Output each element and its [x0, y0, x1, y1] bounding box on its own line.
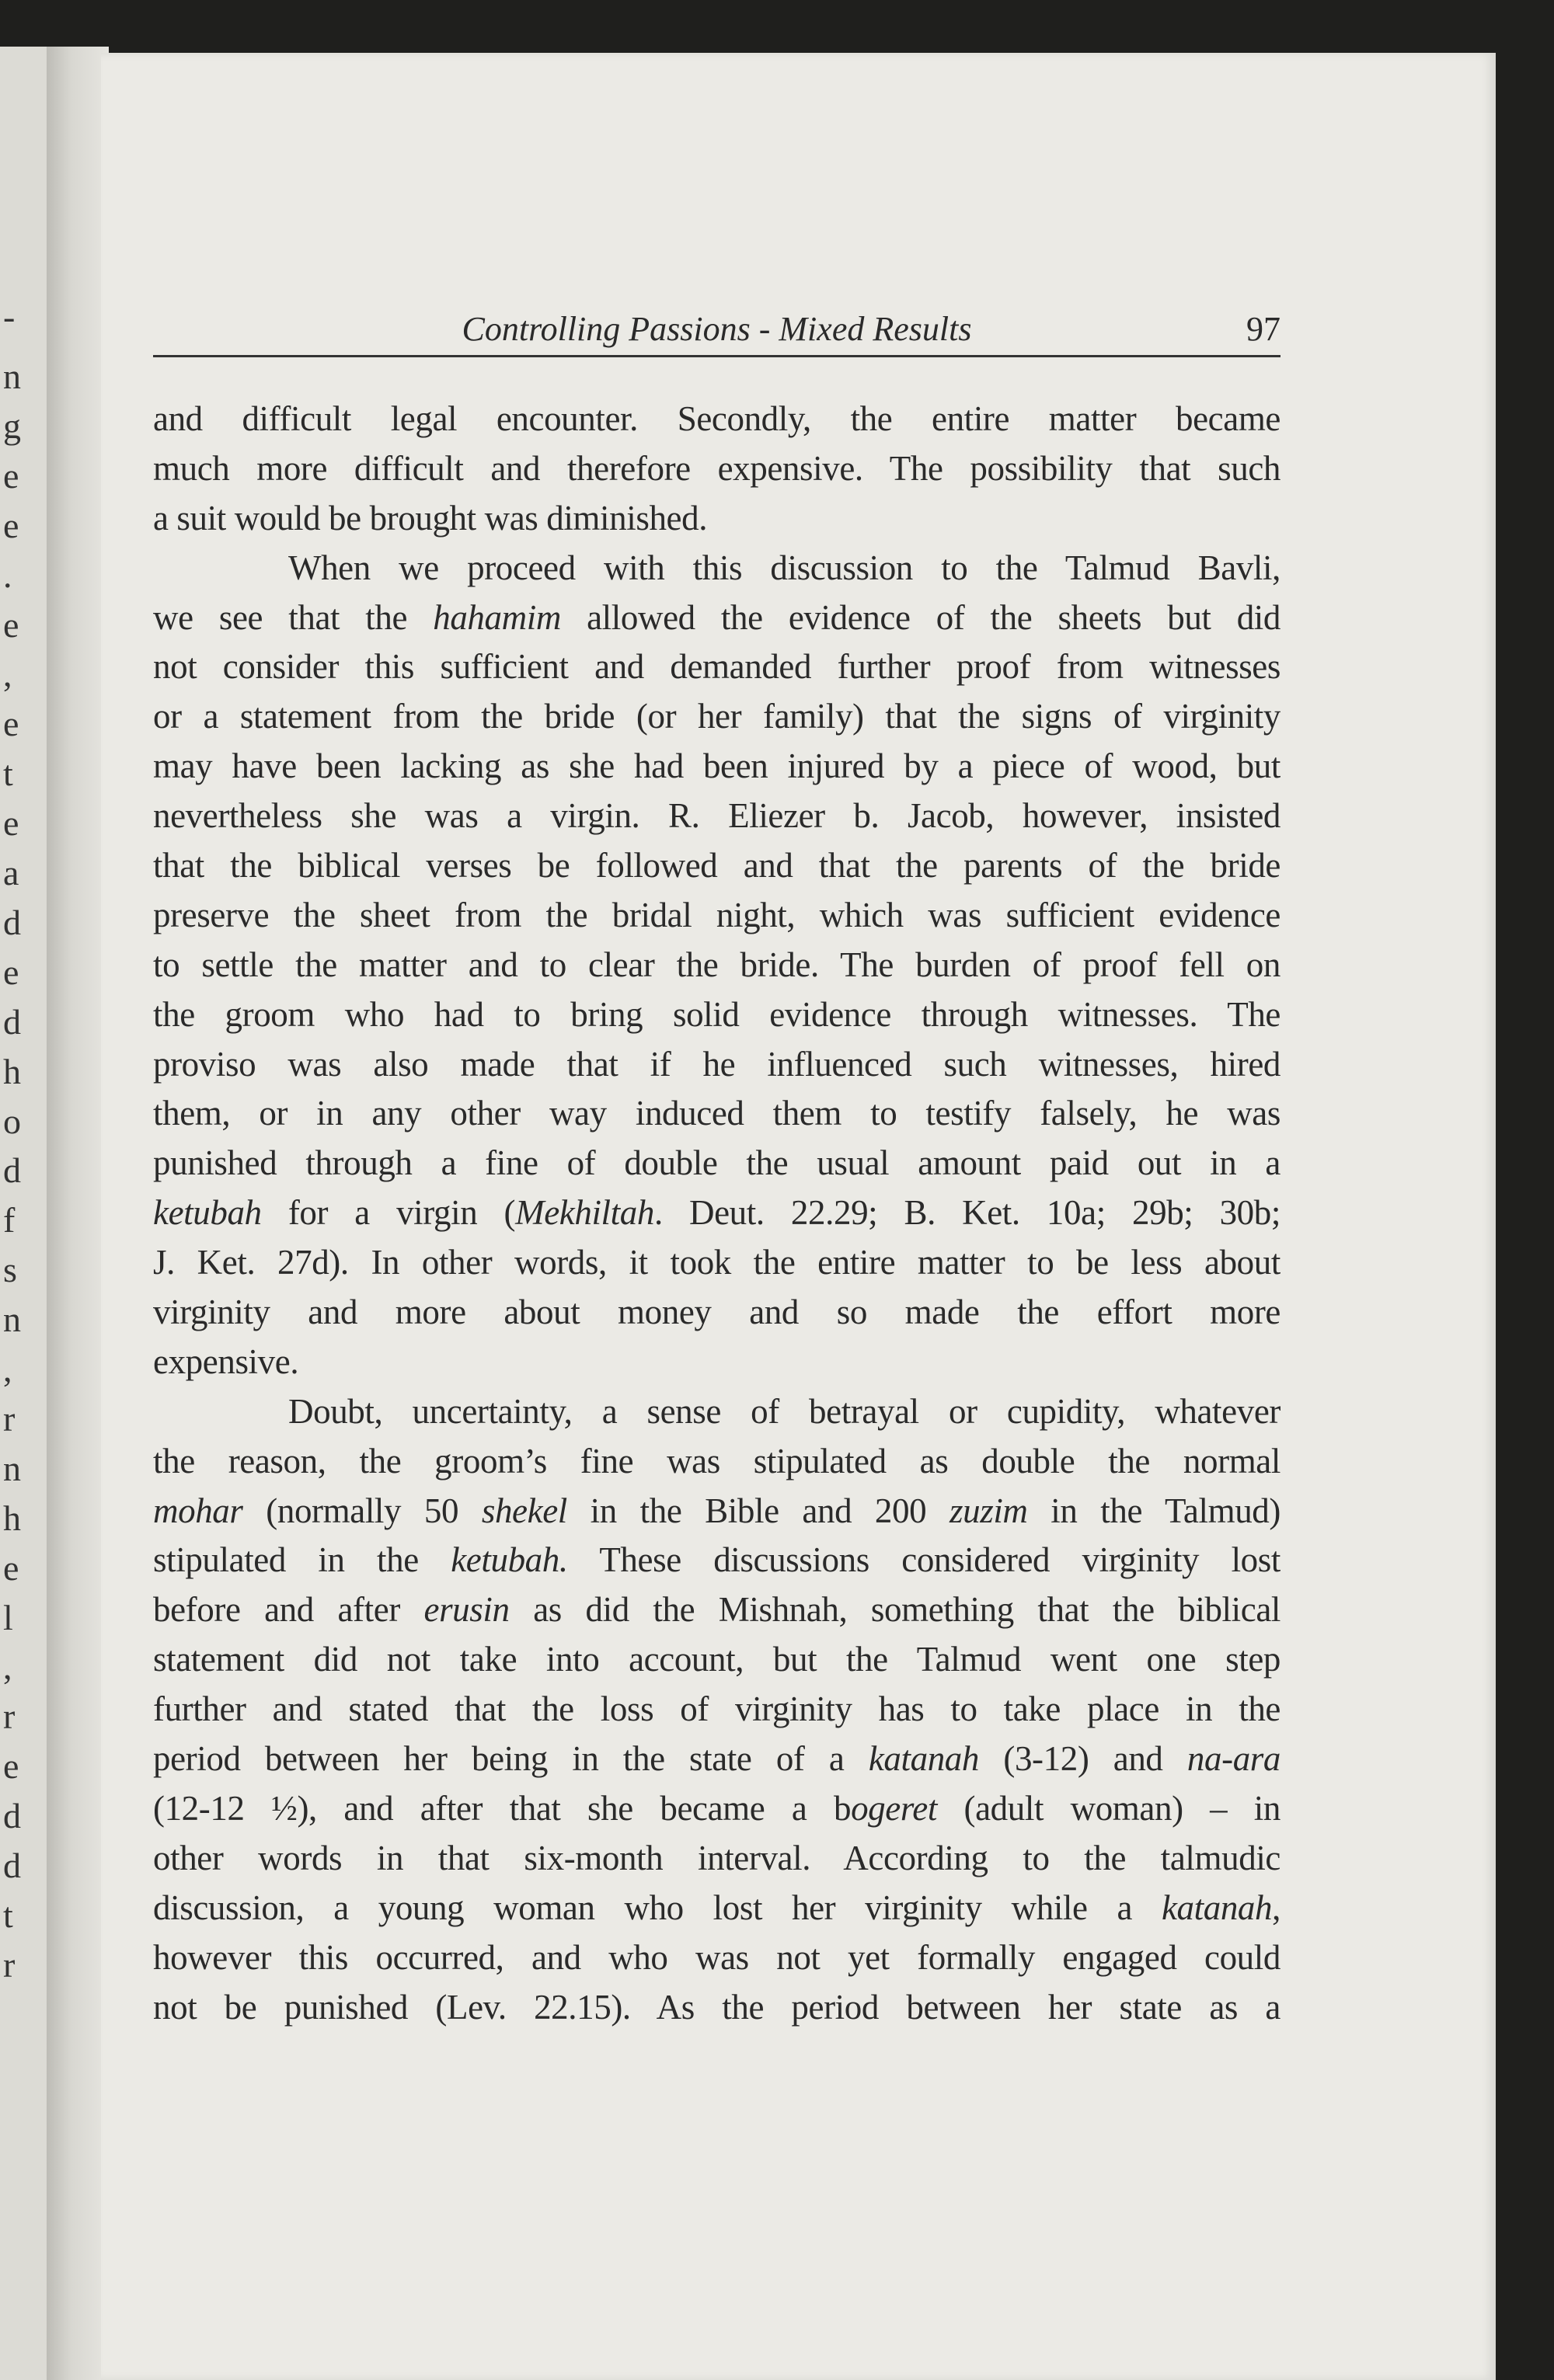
text-line	[153, 593, 1280, 643]
text-line	[153, 1784, 1280, 1834]
running-header	[153, 309, 1280, 356]
previous-page-letter: -	[3, 297, 16, 336]
text-run: discussion, a young woman who lost her virginity while a	[153, 1888, 1162, 1927]
text-run: (12-12 ½), and after that she became a b	[153, 1788, 852, 1828]
text-line	[153, 1387, 1280, 1437]
book-page	[101, 53, 1496, 2380]
previous-page-letter: l	[3, 1597, 13, 1637]
page-number: 97	[1246, 310, 1280, 348]
text-line	[153, 692, 1280, 742]
text-run: preserve the sheet from the bridal night, which was sufficient evidence	[153, 895, 1280, 934]
text-run: other words in that six-month interval. According to the talmudic	[153, 1838, 1280, 1877]
text-run: and difficult legal encounter. Secondly, the entire matter became	[153, 399, 1280, 438]
previous-page-letter: n	[3, 1300, 21, 1340]
text-run: When we proceed with this discussion to the Talmud Bavli,	[288, 548, 1280, 587]
text-run: allowed the evidence of the sheets but did	[560, 597, 1280, 637]
previous-page-letter: e	[3, 952, 19, 992]
text-line	[153, 1040, 1280, 1090]
previous-page-letter: h	[3, 1498, 21, 1538]
text-run: in the Bible and 200	[566, 1491, 949, 1530]
text-run: before and after	[153, 1590, 424, 1630]
text-line	[153, 1288, 1280, 1338]
text-line	[153, 792, 1280, 841]
previous-page-letter: r	[3, 1944, 16, 1985]
previous-page-letter: t	[3, 1895, 13, 1935]
paragraph	[153, 395, 1280, 544]
text-line	[153, 1139, 1280, 1188]
text-line	[153, 1685, 1280, 1735]
previous-page-letter: e	[3, 704, 19, 744]
text-run: them, or in any other way induced them to testify falsely, he was	[153, 1094, 1280, 1133]
italic-term: shekel	[481, 1491, 567, 1530]
text-line	[153, 1536, 1280, 1585]
text-line	[153, 1884, 1280, 1933]
text-run: proviso was also made that if he influenced such witnesses, hired	[153, 1044, 1280, 1084]
text-line	[153, 891, 1280, 941]
text-run: we see that the	[153, 597, 434, 637]
text-run: . Deut. 22.29; B. Ket. 10a; 29b; 30b;	[653, 1193, 1280, 1233]
previous-page-letter: t	[3, 753, 13, 794]
text-run: further and stated that the loss of virginity has to take place in the	[153, 1689, 1280, 1729]
text-run: however this occurred, and who was not yet formally engaged could	[153, 1937, 1280, 1977]
text-run: a suit would be brought was diminished.	[153, 498, 708, 538]
paragraph	[153, 544, 1280, 1387]
text-run: ,	[1272, 1888, 1280, 1927]
previous-page-letter: d	[3, 1150, 21, 1191]
italic-term: ogeret	[851, 1788, 937, 1828]
previous-page-letter: s	[3, 1250, 17, 1290]
previous-page-letter: e	[3, 803, 19, 844]
previous-page-letter: n	[3, 357, 21, 396]
text-line	[153, 742, 1280, 792]
text-run: or a statement from the bride (or her family) that the signs of virginity	[153, 697, 1280, 736]
text-line	[153, 1635, 1280, 1685]
text-run: stipulated in the	[153, 1540, 451, 1580]
text-run: in the Talmud)	[1027, 1491, 1280, 1530]
text-run: for a virgin (	[261, 1193, 516, 1233]
text-run: (normally 50	[242, 1491, 482, 1530]
previous-page-letter: a	[3, 853, 19, 893]
text-run: (adult woman) – in	[936, 1788, 1280, 1828]
text-line	[153, 1735, 1280, 1784]
previous-page-letter: d	[3, 1001, 21, 1042]
text-line	[153, 990, 1280, 1040]
italic-term: katanah	[868, 1739, 979, 1779]
text-line	[153, 444, 1280, 494]
previous-page-letter: d	[3, 902, 21, 942]
text-run: These discussions considered virginity lost	[567, 1540, 1280, 1580]
header-rule	[153, 355, 1280, 357]
text-run: much more difficult and therefore expensive. The possibility that such	[153, 448, 1280, 488]
text-run: J. Ket. 27d). In other words, it took the entire matter to be less about	[153, 1243, 1280, 1282]
text-line	[153, 1834, 1280, 1884]
italic-term: katanah	[1161, 1888, 1273, 1927]
text-run: Doubt, uncertainty, a sense of betrayal or cupidity, whatever	[288, 1391, 1280, 1431]
previous-page-letter: ,	[3, 654, 12, 694]
text-run: may have been lacking as she had been injured by a piece of wood, but	[153, 746, 1280, 786]
text-line	[153, 841, 1280, 891]
italic-term: hahamim	[433, 597, 561, 637]
previous-page-letter: n	[3, 1448, 21, 1488]
previous-page-letter: .	[3, 555, 12, 595]
previous-page-letter: r	[3, 1696, 16, 1737]
body-text	[153, 395, 1280, 2032]
previous-page-letter: e	[3, 1547, 19, 1588]
text-run: not be punished (Lev. 22.15). As the period between her state as a	[153, 1987, 1280, 2027]
previous-page-letter: h	[3, 1051, 21, 1091]
text-line	[153, 1338, 1280, 1387]
italic-term: Mekhiltah	[515, 1193, 654, 1233]
italic-term: na-ara	[1186, 1739, 1280, 1779]
text-run: the groom who had to bring solid evidence through witnesses. The	[153, 994, 1280, 1034]
book-gutter	[47, 47, 109, 2380]
previous-page-letter: ,	[3, 1647, 12, 1687]
text-line	[153, 1437, 1280, 1487]
text-line	[153, 642, 1280, 692]
previous-page-letter: o	[3, 1101, 21, 1141]
text-line	[153, 544, 1280, 593]
paragraph	[153, 1387, 1280, 2033]
text-run: punished through a fine of double the usual amount paid out in a	[153, 1143, 1280, 1183]
text-run: nevertheless she was a virgin. R. Eliezer b. Jacob, however, insisted	[153, 796, 1280, 836]
text-run: expensive.	[153, 1341, 299, 1381]
text-line	[153, 494, 1280, 544]
text-line	[153, 1487, 1280, 1536]
text-line	[153, 1933, 1280, 1983]
italic-term: zuzim	[949, 1491, 1028, 1530]
text-line	[153, 1238, 1280, 1288]
previous-page-letter: d	[3, 1846, 21, 1885]
previous-page-letter: g	[3, 405, 21, 446]
text-run: (3-12) and	[979, 1739, 1187, 1779]
text-run: statement did not take into account, but the Talmud went one step	[153, 1640, 1280, 1679]
previous-page-letter: r	[3, 1398, 16, 1439]
text-line	[153, 1983, 1280, 2033]
previous-page-letter: f	[3, 1200, 16, 1240]
previous-page-letter: d	[3, 1796, 21, 1836]
italic-term: ketubah	[153, 1193, 262, 1233]
text-run: the reason, the groom’s fine was stipulated as double the normal	[153, 1441, 1280, 1481]
previous-page-letter: e	[3, 455, 19, 496]
text-run: period between her being in the state of a	[153, 1739, 869, 1779]
text-line	[153, 941, 1280, 990]
previous-page-letter: ,	[3, 1349, 12, 1389]
text-line	[153, 1585, 1280, 1635]
text-run: to settle the matter and to clear the bride. The burden of proof fell on	[153, 945, 1280, 984]
text-run: not consider this sufficient and demanded further proof from witnesses	[153, 647, 1280, 687]
text-line	[153, 1188, 1280, 1238]
previous-page-letter: e	[3, 1746, 19, 1787]
text-run: as did the Mishnah, something that the biblical	[509, 1590, 1280, 1630]
running-title: Controlling Passions - Mixed Results	[462, 310, 972, 348]
italic-term: ketubah.	[451, 1540, 568, 1580]
previous-page-letter: e	[3, 604, 19, 645]
previous-page-letter: e	[3, 505, 19, 545]
text-run: virginity and more about money and so made the effort more	[153, 1293, 1280, 1332]
text-run: that the biblical verses be followed and that the parents of the bride	[153, 846, 1280, 886]
text-line	[153, 1089, 1280, 1139]
text-line	[153, 395, 1280, 444]
italic-term: mohar	[153, 1491, 243, 1530]
italic-term: erusin	[423, 1590, 510, 1630]
